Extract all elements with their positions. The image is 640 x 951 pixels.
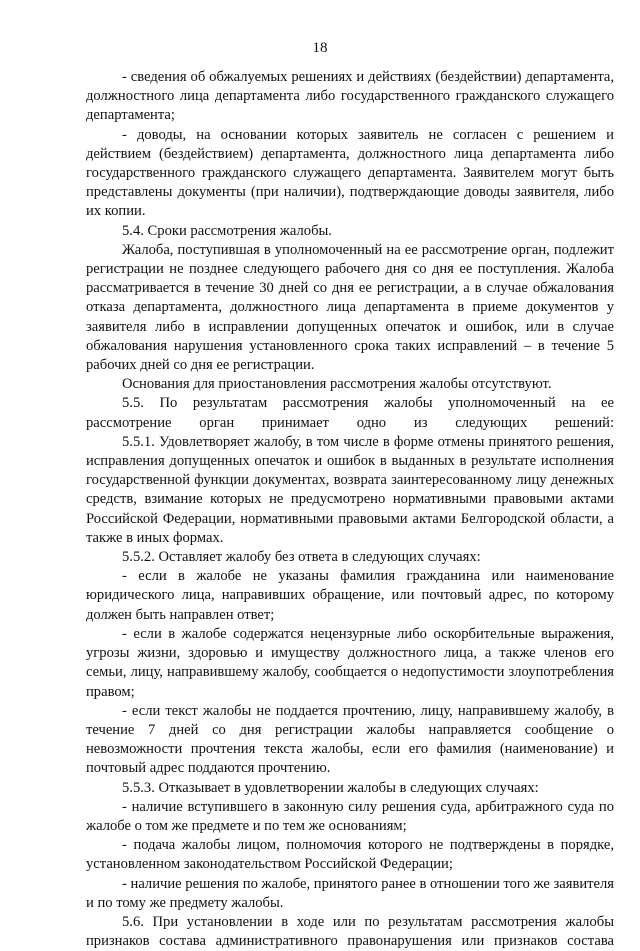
paragraph-terms: Жалоба, поступившая в уполномоченный на ее рассмотрение орган, подлежит регистрации не позднее следующего рабочего дня со дня ее поступления. Жалоба рассматривается в течение 30 дней со дня ее регистрации, а в случае обжалования отказа департамента, должностного лица департамента в приеме документов у заявителя либо в исправлении допущенных опечаток и ошибок, или в случае обжалования нарушения установленного срока таких исправлений – в течение 5 рабочих дней со дня ее регистрации. xyxy=(86,241,614,374)
heading-5-4: 5.4. Сроки рассмотрения жалобы. xyxy=(122,222,332,239)
document-body xyxy=(86,68,614,951)
paragraph-5-5-1: 5.5.1. Удовлетворяет жалобу, в том числе в форме отмены принятого решения, исправления допущенных опечаток и ошибок в выданных в результате исполнения государственной функции документах, возврата заинтересованному лицу денежных средств, взимание которых не предусмотрено нормативными правовыми актами Российской Федерации, нормативными правовыми актами Белгородской области, а также в иных формах. xyxy=(86,433,614,546)
paragraph-arguments: - доводы, на основании которых заявитель не согласен с решением и действием (бездействием) департамента, должностного лица департамента либо государственного гражданского служащего департамента. Заявителем могут быть представлены документы (при наличии), подтверждающие доводы заявителя, либо их копии. xyxy=(86,126,614,220)
paragraph-no-suspension: Основания для приостановления рассмотрения жалобы отсутствуют. xyxy=(122,376,552,393)
paragraph-appeal-info: - сведения об обжалуемых решениях и действиях (бездействии) департамента, должностного лица департамента либо государственного гражданского служащего департамента; xyxy=(86,69,614,124)
paragraph-offensive: - если в жалобе содержатся нецензурные либо оскорбительные выражения, угрозы жизни, здоровью и имуществу должностного лица, а также членов его семьи, лицу, направившему жалобу, сообщается о недопустимости злоупотребления правом; xyxy=(86,625,614,700)
paragraph-court-decision: - наличие вступившего в законную силу решения суда, арбитражного суда по жалобе о том же предмете и по тем же основаниям; xyxy=(86,798,614,834)
heading-5-5-2: 5.5.2. Оставляет жалобу без ответа в следующих случаях: xyxy=(122,549,481,566)
paragraph-no-name: - если в жалобе не указаны фамилия гражданина или наименование юридического лица, направивших обращение, или почтовый адрес, по которому должен быть направлен ответ; xyxy=(86,568,614,623)
paragraph-no-authority: - подача жалобы лицом, полномочия которого не подтверждены в порядке, установленном законодательством Российской Федерации; xyxy=(86,837,614,873)
paragraph-5-5: 5.5. По результатам рассмотрения жалобы уполномоченный на ее рассмотрение орган принимает одно из следующих решений: xyxy=(86,395,614,431)
paragraph-5-6: 5.6. При установлении в ходе или по результатам рассмотрения жалобы признаков состава административного правонарушения или признаков состава xyxy=(86,913,614,950)
paragraph-unreadable: - если текст жалобы не поддается прочтению, лицу, направившему жалобу, в течение 7 дней со дня регистрации жалобы направляется сообщение о невозможности прочтения текста жалобы, если его фамилия (наименование) и почтовый адрес поддаются прочтению. xyxy=(86,702,614,777)
heading-5-5-3: 5.5.3. Отказывает в удовлетворении жалобы в следующих случаях: xyxy=(122,779,539,796)
page-number: 18 xyxy=(312,40,328,56)
paragraph-prior-decision: - наличие решения по жалобе, принятого ранее в отношении того же заявителя и по тому же предмету жалобы. xyxy=(86,875,614,911)
